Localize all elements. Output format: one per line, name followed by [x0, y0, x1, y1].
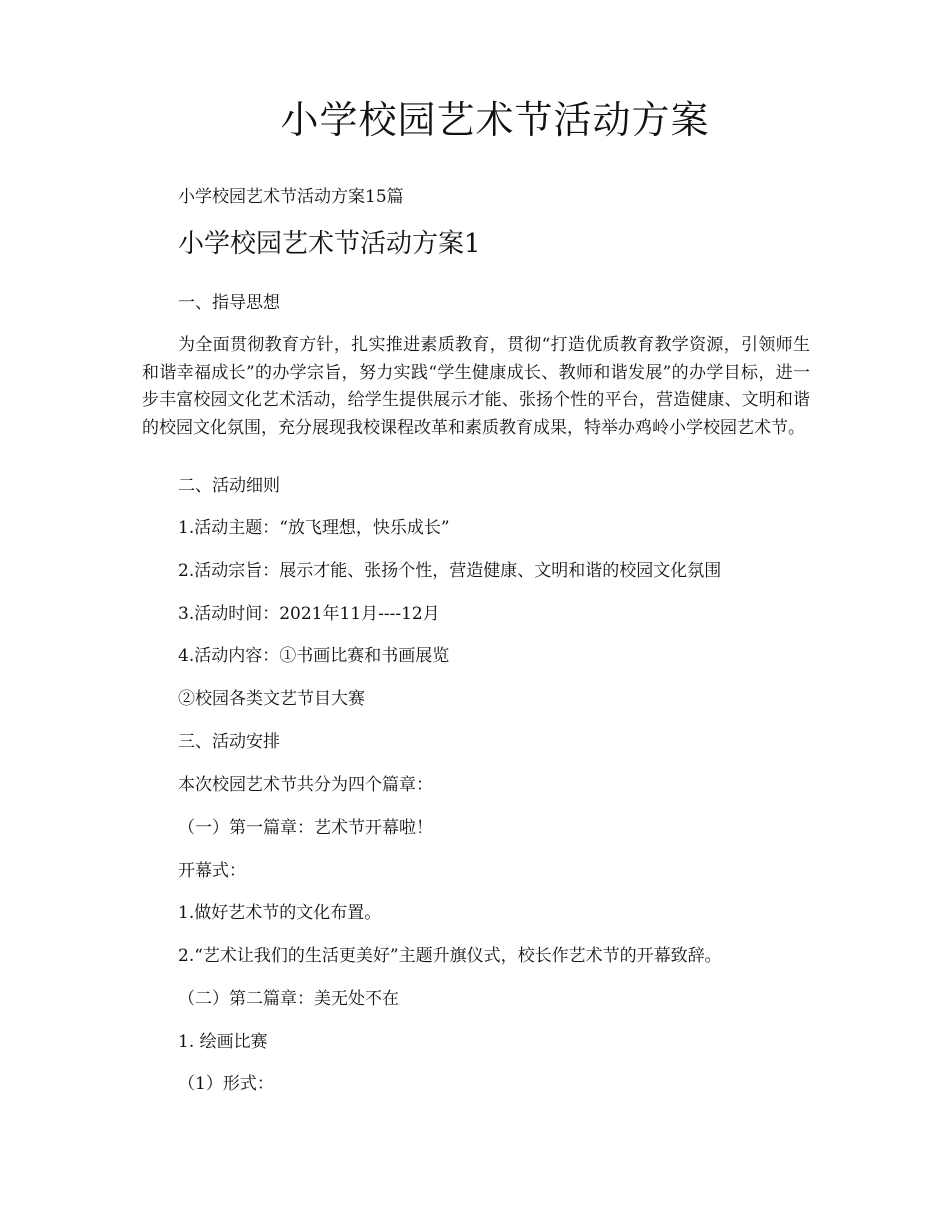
rules-heading: 二、活动细则 [178, 476, 280, 496]
chapter-two-heading: （二）第二篇章：美无处不在 [178, 989, 399, 1009]
document-title: 小学校园艺术节活动方案 [280, 98, 710, 142]
document-subtitle: 小学校园艺术节活动方案15篇 [178, 187, 404, 207]
rule-theme: 1.活动主题：“放飞理想，快乐成长” [178, 518, 450, 538]
chapter-one-heading: （一）第一篇章：艺术节开幕啦！ [178, 818, 433, 838]
guiding-paragraph: 为全面贯彻教育方针，扎实推进素质教育，贯彻“打造优质教育教学资源，引领师生和谐幸福成长”的办学宗旨，努力实践“学生健康成长、教师和谐发展”的办学目标，进一步丰富校园文化艺术活动，给学生提供展示才能、张扬个性的平台，营造健康、文明和谐的校园文化氛围，充分展现我校课程改革和素质教育成果，特举办鸡岭小学校园艺术节。 [142, 335, 810, 438]
opening-label: 开幕式： [178, 861, 246, 881]
rule-content-second: ②校园各类文艺节目大赛 [178, 689, 365, 709]
opening-item-two: 2.“艺术让我们的生活更美好”主题升旗仪式，校长作艺术节的开幕致辞。 [178, 946, 722, 966]
arrangement-intro: 本次校园艺术节共分为四个篇章： [178, 775, 433, 795]
form-subitem: （1）形式： [178, 1074, 274, 1094]
rule-content: 4.活动内容：①书画比赛和书画展览 [178, 646, 450, 666]
section-heading: 小学校园艺术节活动方案1 [178, 229, 481, 259]
painting-contest-item: 1. 绘画比赛 [178, 1032, 268, 1052]
rule-purpose: 2.活动宗旨：展示才能、张扬个性，营造健康、文明和谐的校园文化氛围 [178, 561, 722, 581]
rule-time: 3.活动时间：2021年11月----12月 [178, 604, 440, 624]
guiding-heading: 一、指导思想 [178, 293, 280, 313]
opening-item-one: 1.做好艺术节的文化布置。 [178, 903, 382, 923]
arrangement-heading: 三、活动安排 [178, 732, 280, 752]
